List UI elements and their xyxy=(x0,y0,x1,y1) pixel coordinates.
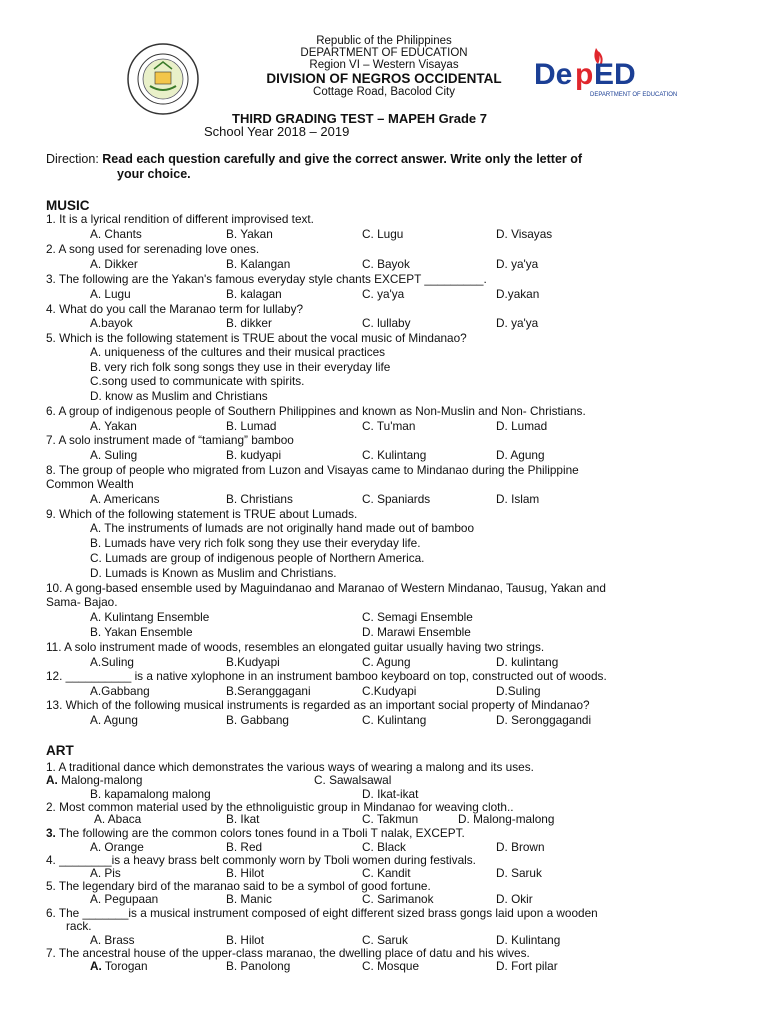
music-q2-option-b: B. Kalangan xyxy=(226,257,291,271)
art-q2: 2. Most common material used by the ethnoliguistic group in Mindanao for weaving cloth.. xyxy=(46,800,514,814)
art-q2-option-b: B. Ikat xyxy=(226,812,260,826)
art-q2-option-a: A. Abaca xyxy=(94,812,142,826)
svg-text:p: p xyxy=(575,58,594,91)
music-q11-option-d: D. kulintang xyxy=(496,655,559,669)
music-q6-option-d: D. Lumad xyxy=(496,419,548,433)
art-q1-option-b: B. kapamalong malong xyxy=(90,787,211,801)
art-q1: 1. A traditional dance which demonstrates the various ways of wearing a malong and its uses. xyxy=(46,760,534,774)
music-q9: 9. Which of the following statement is TRUE about Lumads. xyxy=(46,507,358,521)
art-q1-option-a xyxy=(46,773,142,787)
school-year: School Year 2018 – 2019 xyxy=(204,124,350,139)
music-q12-option-b: B.Seranggagani xyxy=(226,684,311,698)
art-q1-option-a-text: Malong-malong xyxy=(57,773,143,787)
music-q7: 7. A solo instrument made of “tamiang” bamboo xyxy=(46,433,294,447)
art-q4-option-d: D. Saruk xyxy=(496,866,542,880)
music-q6-option-b: B. Lumad xyxy=(226,419,277,433)
art-q4-option-a: A. Pis xyxy=(90,866,121,880)
music-q8-line-1: 8. The group of people who migrated from Luzon and Visayas came to Mindanao during the Philippine xyxy=(46,463,579,477)
music-q9-option-c: C. Lumads are group of indigenous people of Northern America. xyxy=(90,551,425,565)
header-division: DIVISION OF NEGROS OCCIDENTAL xyxy=(266,71,502,86)
music-q4-option-b: B. dikker xyxy=(226,316,272,330)
art-q2-option-d: D. Malong-malong xyxy=(458,812,555,826)
music-q1: 1. It is a lyrical rendition of different improvised text. xyxy=(46,212,314,226)
music-q7-option-d: D. Agung xyxy=(496,448,545,462)
music-q1-option-b: B. Yakan xyxy=(226,227,273,241)
music-q7-option-b: B. kudyapi xyxy=(226,448,282,462)
art-q5: 5. The legendary bird of the maranao said to be a symbol of good fortune. xyxy=(46,879,431,893)
art-q4-option-b: B. Hilot xyxy=(226,866,265,880)
art-q3-text: The following are the common colors tones found in a Tboli T nalak, EXCEPT. xyxy=(55,826,465,840)
music-q8-line-2: Common Wealth xyxy=(46,477,134,491)
art-q6-option-b: B. Hilot xyxy=(226,933,265,947)
music-q8-option-b: B. Christians xyxy=(226,492,293,506)
music-q12-option-d: D.Suling xyxy=(496,684,541,698)
music-q9-option-b: B. Lumads have very rich folk song they use their everyday life. xyxy=(90,536,421,550)
music-q8-option-d: D. Islam xyxy=(496,492,540,506)
art-q3-number: 3. xyxy=(46,826,56,840)
art-q7-option-c: C. Mosque xyxy=(362,959,420,973)
test-title: THIRD GRADING TEST – MAPEH Grade 7 xyxy=(232,111,487,126)
music-q2: 2. A song used for serenading love ones. xyxy=(46,242,260,256)
music-q6-option-c: C. Tu'man xyxy=(362,419,416,433)
music-q10-option-a: A. Kulintang Ensemble xyxy=(90,610,210,624)
art-q1-option-c: C. Sawalsawal xyxy=(314,773,392,787)
art-q2-option-c: C. Takmun xyxy=(362,812,419,826)
music-q1-option-c: C. Lugu xyxy=(362,227,404,241)
music-q3-option-b: B. kalagan xyxy=(226,287,282,301)
svg-text:DEPARTMENT OF EDUCATION: DEPARTMENT OF EDUCATION xyxy=(590,92,678,98)
art-q5-option-d: D. Okir xyxy=(496,892,533,906)
music-q10-option-c: C. Semagi Ensemble xyxy=(362,610,473,624)
direction-text-2: your choice. xyxy=(117,167,191,181)
art-q3-option-b: B. Red xyxy=(226,840,263,854)
svg-text:ED: ED xyxy=(594,58,636,91)
art-heading: ART xyxy=(46,743,74,758)
header-republic: Republic of the Philippines xyxy=(316,35,452,47)
direction xyxy=(46,152,726,182)
music-q11: 11. A solo instrument made of woods, resembles an elongated guitar usually having two strings. xyxy=(46,640,545,654)
art-q4: 4. ________is a heavy brass belt commonly worn by Tboli women during festivals. xyxy=(46,853,476,867)
art-q5-option-a: A. Pegupaan xyxy=(90,892,159,906)
music-q2-option-a: A. Dikker xyxy=(90,257,138,271)
art-q7-option-d: D. Fort pilar xyxy=(496,959,558,973)
music-q4: 4. What do you call the Maranao term for lullaby? xyxy=(46,302,304,316)
music-q9-option-a: A. The instruments of lumads are not originally hand made out of bamboo xyxy=(90,521,475,535)
music-q6: 6. A group of indigenous people of Southern Philippines and known as Non-Muslin and Non- Christians. xyxy=(46,404,586,418)
music-q6-option-a: A. Yakan xyxy=(90,419,137,433)
music-q13-option-c: C. Kulintang xyxy=(362,713,427,727)
music-q10-line-2: Sama- Bajao. xyxy=(46,595,118,609)
art-q6-option-d: D. Kulintang xyxy=(496,933,561,947)
music-q11-option-a: A.Suling xyxy=(90,655,134,669)
art-q4-option-c: C. Kandit xyxy=(362,866,411,880)
art-q5-option-c: C. Sarimanok xyxy=(362,892,434,906)
music-q11-option-c: C. Agung xyxy=(362,655,411,669)
music-q13-option-d: D. Seronggagandi xyxy=(496,713,592,727)
art-q7-option-b: B. Panolong xyxy=(226,959,291,973)
music-q5-option-a: A. uniqueness of the cultures and their musical practices xyxy=(90,345,386,359)
music-q1-option-d: D. Visayas xyxy=(496,227,553,241)
music-q13: 13. Which of the following musical instruments is regarded as an important social property of Mindanao? xyxy=(46,698,590,712)
header-department: DEPARTMENT OF EDUCATION xyxy=(300,47,468,59)
music-q2-option-c: C. Bayok xyxy=(362,257,410,271)
music-q3: 3. The following are the Yakan's famous everyday style chants EXCEPT _________. xyxy=(46,272,487,286)
music-q5: 5. Which is the following statement is TRUE about the vocal music of Mindanao? xyxy=(46,331,467,345)
header-address: Cottage Road, Bacolod City xyxy=(313,86,455,98)
art-q6-line-2: rack. xyxy=(66,919,92,933)
art-q1-option-d: D. Ikat-ikat xyxy=(362,787,419,801)
art-q7-option-a xyxy=(90,959,148,973)
music-q9-option-d: D. Lumads is Known as Muslim and Christians. xyxy=(90,566,337,580)
music-q8-option-c: C. Spaniards xyxy=(362,492,431,506)
art-q1-option-a-letter: A. xyxy=(46,773,58,787)
art-q7-option-a-text: Torogan xyxy=(101,959,148,973)
art-q3-option-d: D. Brown xyxy=(496,840,545,854)
art-q7-option-a-letter: A. xyxy=(90,959,102,973)
art-q5-option-b: B. Manic xyxy=(226,892,272,906)
art-q3 xyxy=(46,826,726,840)
music-heading: MUSIC xyxy=(46,198,90,213)
music-q10-option-d: D. Marawi Ensemble xyxy=(362,625,471,639)
svg-text:De: De xyxy=(534,58,573,91)
music-q8-option-a: A. Americans xyxy=(90,492,160,506)
music-q5-option-b: B. very rich folk song songs they use in their everyday life xyxy=(90,360,391,374)
music-q4-option-c: C. lullaby xyxy=(362,316,411,330)
music-q3-option-d: D.yakan xyxy=(496,287,540,301)
art-q6-option-c: C. Saruk xyxy=(362,933,408,947)
music-q7-option-a: A. Suling xyxy=(90,448,138,462)
music-q3-option-c: C. ya'ya xyxy=(362,287,405,301)
music-q13-option-b: B. Gabbang xyxy=(226,713,289,727)
music-q11-option-b: B.Kudyapi xyxy=(226,655,280,669)
art-q3-option-a: A. Orange xyxy=(90,840,144,854)
music-q12: 12. __________ is a native xylophone in an instrument bamboo keyboard on top, constructed out of woods. xyxy=(46,669,607,683)
music-q4-option-a: A.bayok xyxy=(90,316,133,330)
art-q3-option-c: C. Black xyxy=(362,840,406,854)
music-q13-option-a: A. Agung xyxy=(90,713,138,727)
music-q12-option-a: A.Gabbang xyxy=(90,684,150,698)
music-q3-option-a: A. Lugu xyxy=(90,287,131,301)
music-q4-option-d: D. ya'ya xyxy=(496,316,539,330)
art-q6-line-1: 6. The _______is a musical instrument composed of eight different sized brass gongs laid upon a wooden xyxy=(46,906,598,920)
music-q12-option-c: C.Kudyapi xyxy=(362,684,417,698)
music-q5-option-d: D. know as Muslim and Christians xyxy=(90,389,268,403)
music-q2-option-d: D. ya'ya xyxy=(496,257,539,271)
music-q10-option-b: B. Yakan Ensemble xyxy=(90,625,193,639)
direction-text-1: Read each question carefully and give the correct answer. Write only the letter of xyxy=(102,152,583,166)
art-q7: 7. The ancestral house of the upper-class maranao, the dwelling place of datu and his wives. xyxy=(46,946,530,960)
deped-logo xyxy=(532,44,678,104)
music-q10-line-1: 10. A gong-based ensemble used by Maguindanao and Maranao of Western Mindanao, Tausug, Yakan and xyxy=(46,581,606,595)
music-q5-option-c: C.song used to communicate with spirits. xyxy=(90,374,305,388)
direction-label: Direction: xyxy=(46,152,99,166)
header-region: Region VI – Western Visayas xyxy=(309,59,459,71)
art-q6-option-a: A. Brass xyxy=(90,933,135,947)
music-q1-option-a: A. Chants xyxy=(90,227,142,241)
music-q7-option-c: C. Kulintang xyxy=(362,448,427,462)
